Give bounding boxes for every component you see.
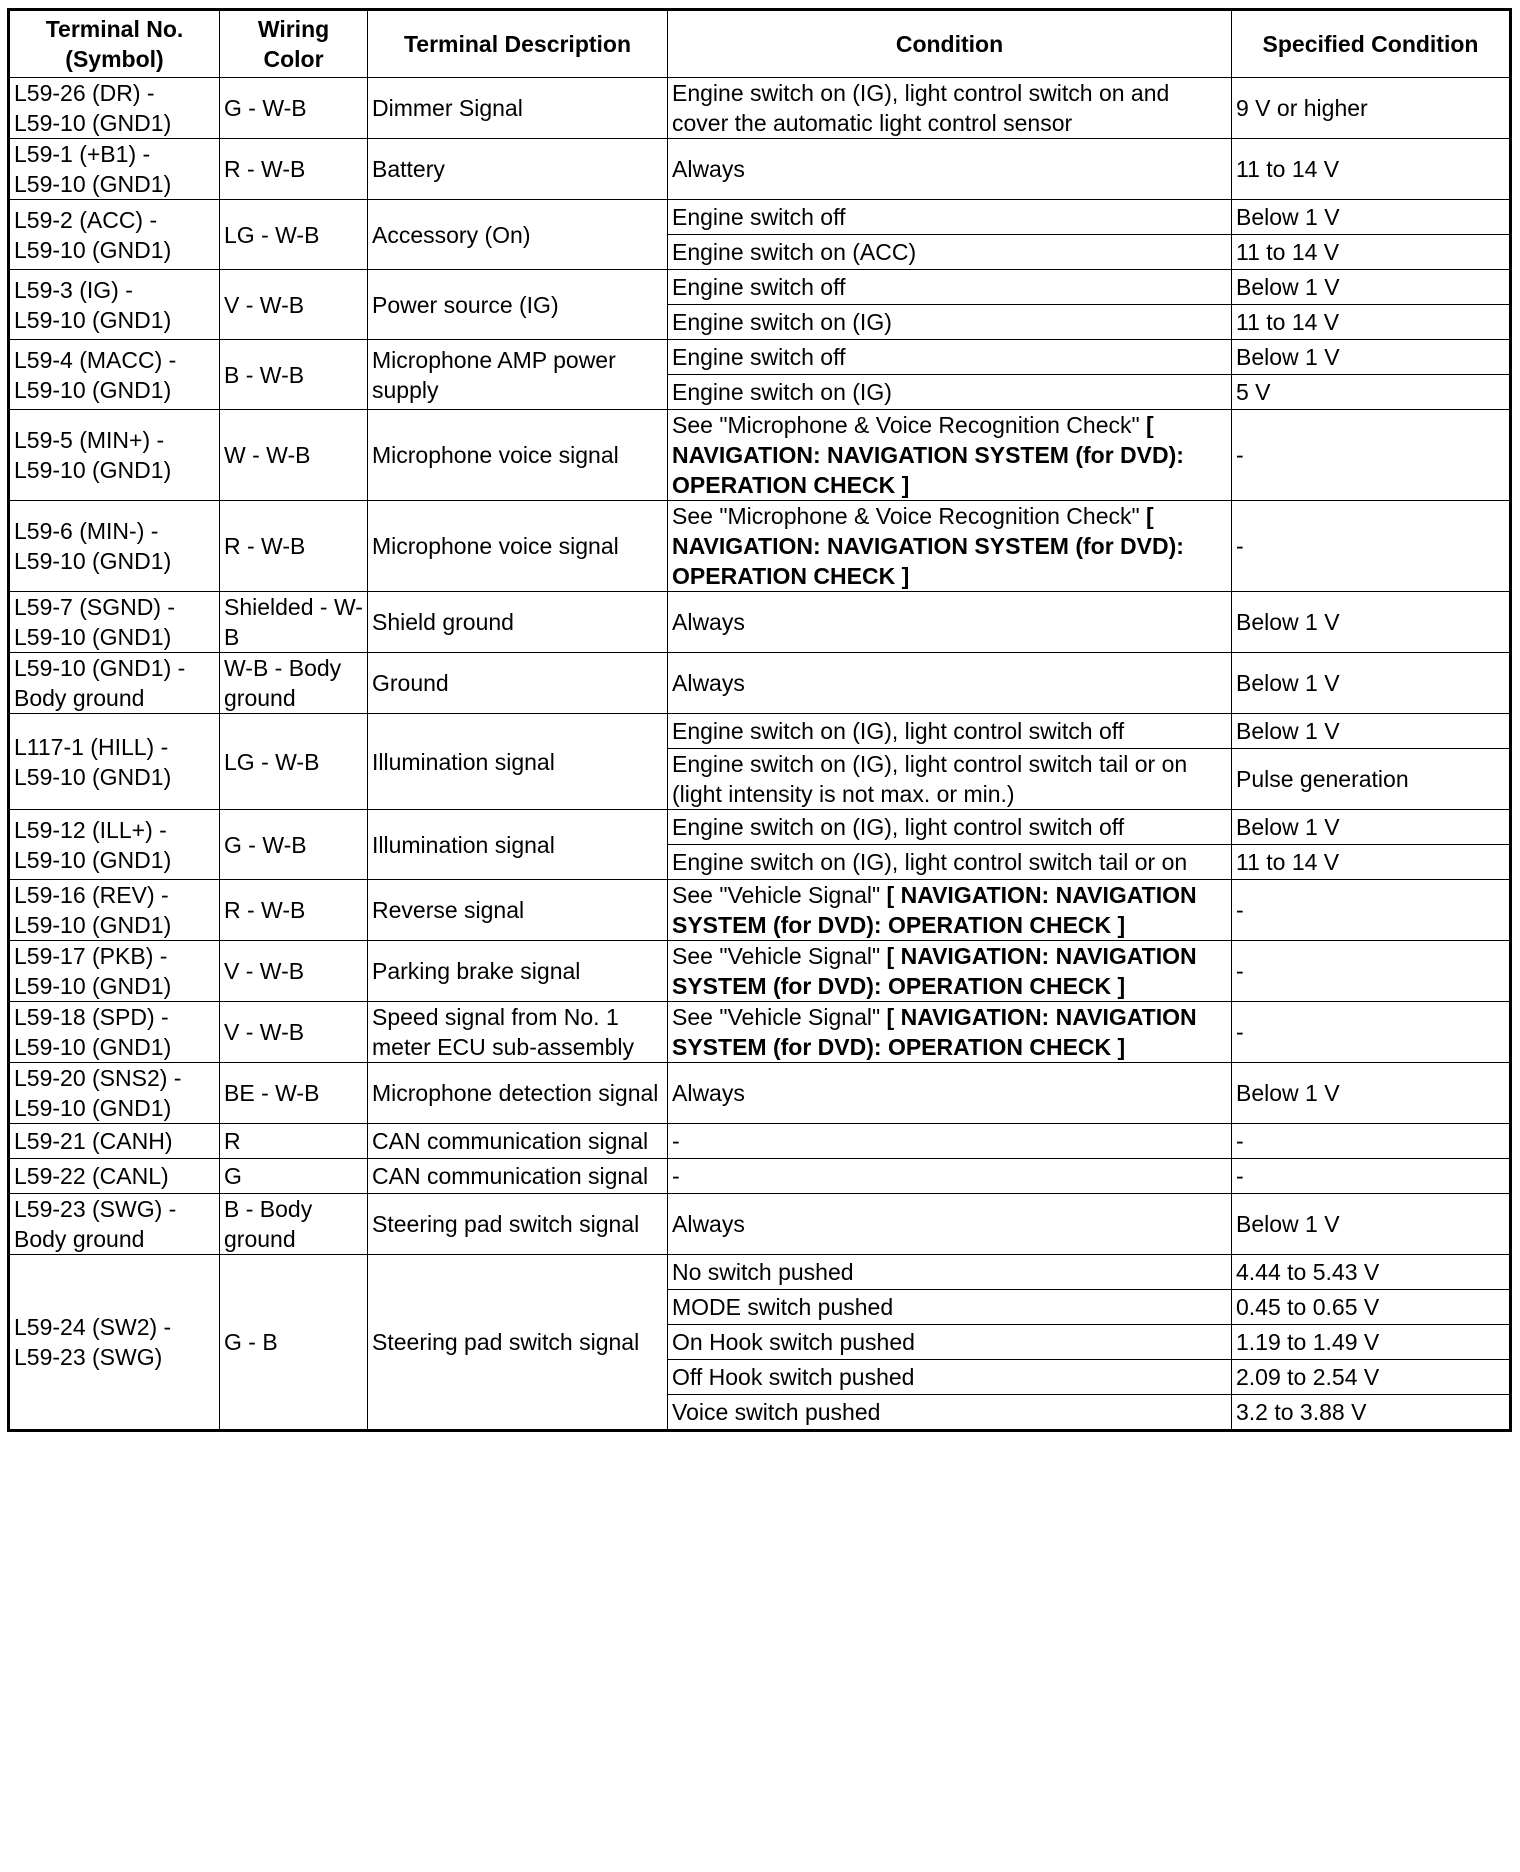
reference-link[interactable]: [ NAVIGATION: NAVIGATION SYSTEM (for DVD): OPERATION CHECK ] [672,412,1184,498]
specified-condition-cell: Below 1 V [1232,714,1511,749]
condition-cell [668,653,1232,714]
condition-text: On Hook switch pushed [672,1329,915,1355]
wiring-color-cell: BE - W-B [220,1063,368,1124]
condition-text: Always [672,609,745,635]
wiring-color-cell: W - W-B [220,410,368,501]
condition-cell [668,375,1232,410]
condition-cell [668,941,1232,1002]
condition-text: See "Microphone & Voice Recognition Check" [672,412,1140,438]
terminal-description-cell: Illumination signal [368,810,668,880]
terminal-description-cell: Shield ground [368,592,668,653]
specified-condition-cell: - [1232,1159,1511,1194]
condition-text: Always [672,1080,745,1106]
condition-text: See "Vehicle Signal" [672,882,881,908]
header-row [9,10,1511,78]
condition-cell [668,1360,1232,1395]
terminal-line2: L59-23 (SWG) [14,1344,163,1370]
terminal-line1: L59-20 (SNS2) - [14,1065,182,1091]
condition-text: Engine switch on (IG), light control switch tail or on [672,849,1188,875]
wiring-color-cell: B - W-B [220,340,368,410]
wiring-color-cell: Shielded - W-B [220,592,368,653]
header-terminal-line2: (Symbol) [65,46,164,72]
terminal-description-cell: Ground [368,653,668,714]
table-row [9,501,1511,592]
terminal-cell [9,139,220,200]
wiring-color-cell: R - W-B [220,501,368,592]
condition-text: Always [672,156,745,182]
terminal-description-cell: Steering pad switch signal [368,1255,668,1431]
condition-text: Off Hook switch pushed [672,1364,915,1390]
terminal-line1: L59-3 (IG) - [14,276,133,303]
terminal-line1: L59-5 (MIN+) - [14,427,165,453]
terminal-description-cell: Speed signal from No. 1 meter ECU sub-assembly [368,1002,668,1063]
terminal-cell [9,200,220,270]
terminal-cell [9,941,220,1002]
reference-link[interactable]: [ NAVIGATION: NAVIGATION SYSTEM (for DVD): OPERATION CHECK ] [672,943,1197,999]
table-row [9,1159,1511,1194]
condition-cell [668,410,1232,501]
wiring-color-cell: LG - W-B [220,200,368,270]
terminal-description-cell: Accessory (On) [368,200,668,270]
terminal-cell [9,501,220,592]
condition-cell [668,270,1232,305]
specified-condition-cell: Below 1 V [1232,340,1511,375]
wiring-color-cell: R [220,1124,368,1159]
wiring-color-cell: R - W-B [220,880,368,941]
specified-condition-cell: 9 V or higher [1232,78,1511,139]
terminal-line2: L59-10 (GND1) [14,171,172,197]
terminal-line1: L59-21 (CANH) [14,1128,173,1154]
specified-condition-cell: - [1232,880,1511,941]
condition-cell [668,1290,1232,1325]
terminal-line2: L59-10 (GND1) [14,236,172,263]
terminal-cell [9,1002,220,1063]
terminal-line2: L59-10 (GND1) [14,457,172,483]
terminal-description-cell: Power source (IG) [368,270,668,340]
condition-text: - [672,1163,680,1189]
terminal-description-cell: Microphone detection signal [368,1063,668,1124]
wiring-color-cell: G - W-B [220,810,368,880]
terminal-line1: L59-1 (+B1) - [14,141,151,167]
header-description: Terminal Description [368,10,668,78]
terminal-line1: L59-18 (SPD) - [14,1004,169,1030]
terminal-line1: L59-10 (GND1) - [14,655,186,681]
header-terminal [9,10,220,78]
terminal-line1: L59-4 (MACC) - [14,346,177,373]
terminal-line2: L59-10 (GND1) [14,110,172,136]
specified-condition-cell: 11 to 14 V [1232,845,1511,880]
table-row [9,653,1511,714]
terminal-line1: L59-26 (DR) - [14,80,155,106]
terminal-description-cell: Microphone voice signal [368,501,668,592]
condition-cell [668,78,1232,139]
table-row [9,270,1511,305]
condition-text: See "Vehicle Signal" [672,943,881,969]
condition-text: MODE switch pushed [672,1294,894,1320]
condition-cell [668,1002,1232,1063]
terminal-cell [9,1255,220,1431]
specified-condition-cell: - [1232,1002,1511,1063]
table-row [9,1194,1511,1255]
terminal-description-cell: CAN communication signal [368,1159,668,1194]
specified-condition-cell: 3.2 to 3.88 V [1232,1395,1511,1431]
terminal-line1: L117-1 (HILL) - [14,733,169,760]
table-row [9,340,1511,375]
specified-condition-cell: Below 1 V [1232,1194,1511,1255]
condition-cell [668,235,1232,270]
header-condition: Condition [668,10,1232,78]
specified-condition-cell: - [1232,1124,1511,1159]
specified-condition-cell: 1.19 to 1.49 V [1232,1325,1511,1360]
table-row [9,410,1511,501]
condition-cell [668,880,1232,941]
specified-condition-cell: Below 1 V [1232,200,1511,235]
specified-condition-cell: Below 1 V [1232,592,1511,653]
wiring-color-cell: LG - W-B [220,714,368,810]
reference-link[interactable]: [ NAVIGATION: NAVIGATION SYSTEM (for DVD): OPERATION CHECK ] [672,503,1184,589]
specified-condition-cell: - [1232,501,1511,592]
terminal-cell [9,1194,220,1255]
condition-cell [668,139,1232,200]
wiring-color-cell: V - W-B [220,270,368,340]
table-body [9,78,1511,1431]
wiring-color-cell: R - W-B [220,139,368,200]
condition-text: Engine switch off [672,274,846,300]
header-wiring [220,10,368,78]
condition-cell [668,200,1232,235]
condition-cell [668,340,1232,375]
table-row [9,1124,1511,1159]
terminal-cell [9,410,220,501]
terminal-line1: L59-22 (CANL) [14,1163,169,1189]
terminal-cell [9,340,220,410]
terminal-cell [9,592,220,653]
header-wiring-line2: Color [263,46,324,72]
terminal-spec-table [7,8,1512,1432]
table-header [9,10,1511,78]
table-row [9,941,1511,1002]
condition-text: Voice switch pushed [672,1399,881,1425]
condition-cell [668,1395,1232,1431]
terminal-line2: L59-10 (GND1) [14,548,172,574]
condition-cell [668,592,1232,653]
table-row [9,880,1511,941]
specified-condition-cell: 2.09 to 2.54 V [1232,1360,1511,1395]
specified-condition-cell: Pulse generation [1232,749,1511,810]
condition-text: No switch pushed [672,1259,854,1285]
terminal-line1: L59-24 (SW2) - [14,1314,172,1340]
condition-cell [668,749,1232,810]
table-row [9,592,1511,653]
condition-cell [668,1255,1232,1290]
terminal-description-cell: CAN communication signal [368,1124,668,1159]
terminal-line1: L59-12 (ILL+) - [14,816,167,843]
condition-cell [668,305,1232,340]
condition-text: - [672,1128,680,1154]
terminal-line1: L59-6 (MIN-) - [14,518,159,544]
header-terminal-line1: Terminal No. [45,16,184,42]
terminal-cell [9,1124,220,1159]
condition-cell [668,845,1232,880]
terminal-line2: L59-10 (GND1) [14,376,172,403]
wiring-color-cell: G - B [220,1255,368,1431]
terminal-line1: L59-23 (SWG) - [14,1196,177,1222]
condition-cell [668,1325,1232,1360]
condition-text: Engine switch on (IG) [672,309,892,335]
table-row [9,714,1511,749]
wiring-color-cell: G [220,1159,368,1194]
condition-cell [668,714,1232,749]
specified-condition-cell: Below 1 V [1232,1063,1511,1124]
terminal-description-cell: Reverse signal [368,880,668,941]
table-row [9,78,1511,139]
terminal-cell [9,810,220,880]
condition-cell [668,501,1232,592]
header-specified: Specified Condition [1232,10,1511,78]
specified-condition-cell: Below 1 V [1232,653,1511,714]
condition-cell [668,1063,1232,1124]
terminal-cell [9,653,220,714]
terminal-line2: Body ground [14,1226,145,1252]
table-row [9,1255,1511,1290]
terminal-description-cell: Parking brake signal [368,941,668,1002]
terminal-description-cell: Microphone voice signal [368,410,668,501]
header-wiring-line1: Wiring [257,16,330,42]
terminal-cell [9,714,220,810]
terminal-line2: L59-10 (GND1) [14,624,172,650]
table-row [9,810,1511,845]
terminal-line2: L59-10 (GND1) [14,912,172,938]
specified-condition-cell: - [1232,410,1511,501]
wiring-color-cell: W-B - Body ground [220,653,368,714]
terminal-line2: L59-10 (GND1) [14,306,172,333]
wiring-color-cell: B - Body ground [220,1194,368,1255]
condition-text: See "Microphone & Voice Recognition Check" [672,503,1140,529]
terminal-description-cell: Microphone AMP power supply [368,340,668,410]
condition-text: Engine switch on (IG), light control switch on and cover the automatic light control sensor [672,80,1170,136]
specified-condition-cell: 11 to 14 V [1232,139,1511,200]
specified-condition-cell: 11 to 14 V [1232,235,1511,270]
condition-text: Engine switch off [672,344,846,370]
condition-cell [668,1124,1232,1159]
specified-condition-cell: 0.45 to 0.65 V [1232,1290,1511,1325]
condition-text: Always [672,1211,745,1237]
condition-text: Always [672,670,745,696]
condition-text: Engine switch on (IG), light control switch off [672,814,1125,840]
condition-text: Engine switch on (IG), light control switch off [672,718,1125,744]
condition-cell [668,1159,1232,1194]
table-row [9,139,1511,200]
wiring-color-cell: V - W-B [220,941,368,1002]
condition-text: Engine switch on (IG) [672,379,892,405]
terminal-line1: L59-17 (PKB) - [14,943,168,969]
wiring-color-cell: V - W-B [220,1002,368,1063]
terminal-description-cell: Steering pad switch signal [368,1194,668,1255]
terminal-line1: L59-2 (ACC) - [14,206,158,233]
terminal-line1: L59-16 (REV) - [14,882,169,908]
specified-condition-cell: 4.44 to 5.43 V [1232,1255,1511,1290]
terminal-cell [9,1063,220,1124]
terminal-cell [9,78,220,139]
terminal-cell [9,880,220,941]
specified-condition-cell: Below 1 V [1232,810,1511,845]
terminal-line1: L59-7 (SGND) - [14,594,176,620]
wiring-color-cell: G - W-B [220,78,368,139]
terminal-cell [9,1159,220,1194]
specified-condition-cell: - [1232,941,1511,1002]
specified-condition-cell: 5 V [1232,375,1511,410]
specified-condition-cell: Below 1 V [1232,270,1511,305]
table-row [9,200,1511,235]
table-row [9,1063,1511,1124]
terminal-line2: L59-10 (GND1) [14,1034,172,1060]
reference-link[interactable]: [ NAVIGATION: NAVIGATION SYSTEM (for DVD): OPERATION CHECK ] [672,882,1197,938]
terminal-description-cell: Illumination signal [368,714,668,810]
table-row [9,1002,1511,1063]
condition-text: See "Vehicle Signal" [672,1004,881,1030]
reference-link[interactable]: [ NAVIGATION: NAVIGATION SYSTEM (for DVD): OPERATION CHECK ] [672,1004,1197,1060]
terminal-cell [9,270,220,340]
condition-text: Engine switch off [672,204,846,230]
specified-condition-cell: 11 to 14 V [1232,305,1511,340]
condition-text: Engine switch on (IG), light control switch tail or on (light intensity is not max. or min.) [672,751,1188,807]
condition-cell [668,810,1232,845]
terminal-line2: L59-10 (GND1) [14,973,172,999]
terminal-description-cell: Battery [368,139,668,200]
terminal-description-cell: Dimmer Signal [368,78,668,139]
terminal-line2: Body ground [14,685,145,711]
condition-cell [668,1194,1232,1255]
condition-text: Engine switch on (ACC) [672,239,917,265]
terminal-line2: L59-10 (GND1) [14,1095,172,1121]
terminal-line2: L59-10 (GND1) [14,846,172,873]
terminal-line2: L59-10 (GND1) [14,763,172,790]
